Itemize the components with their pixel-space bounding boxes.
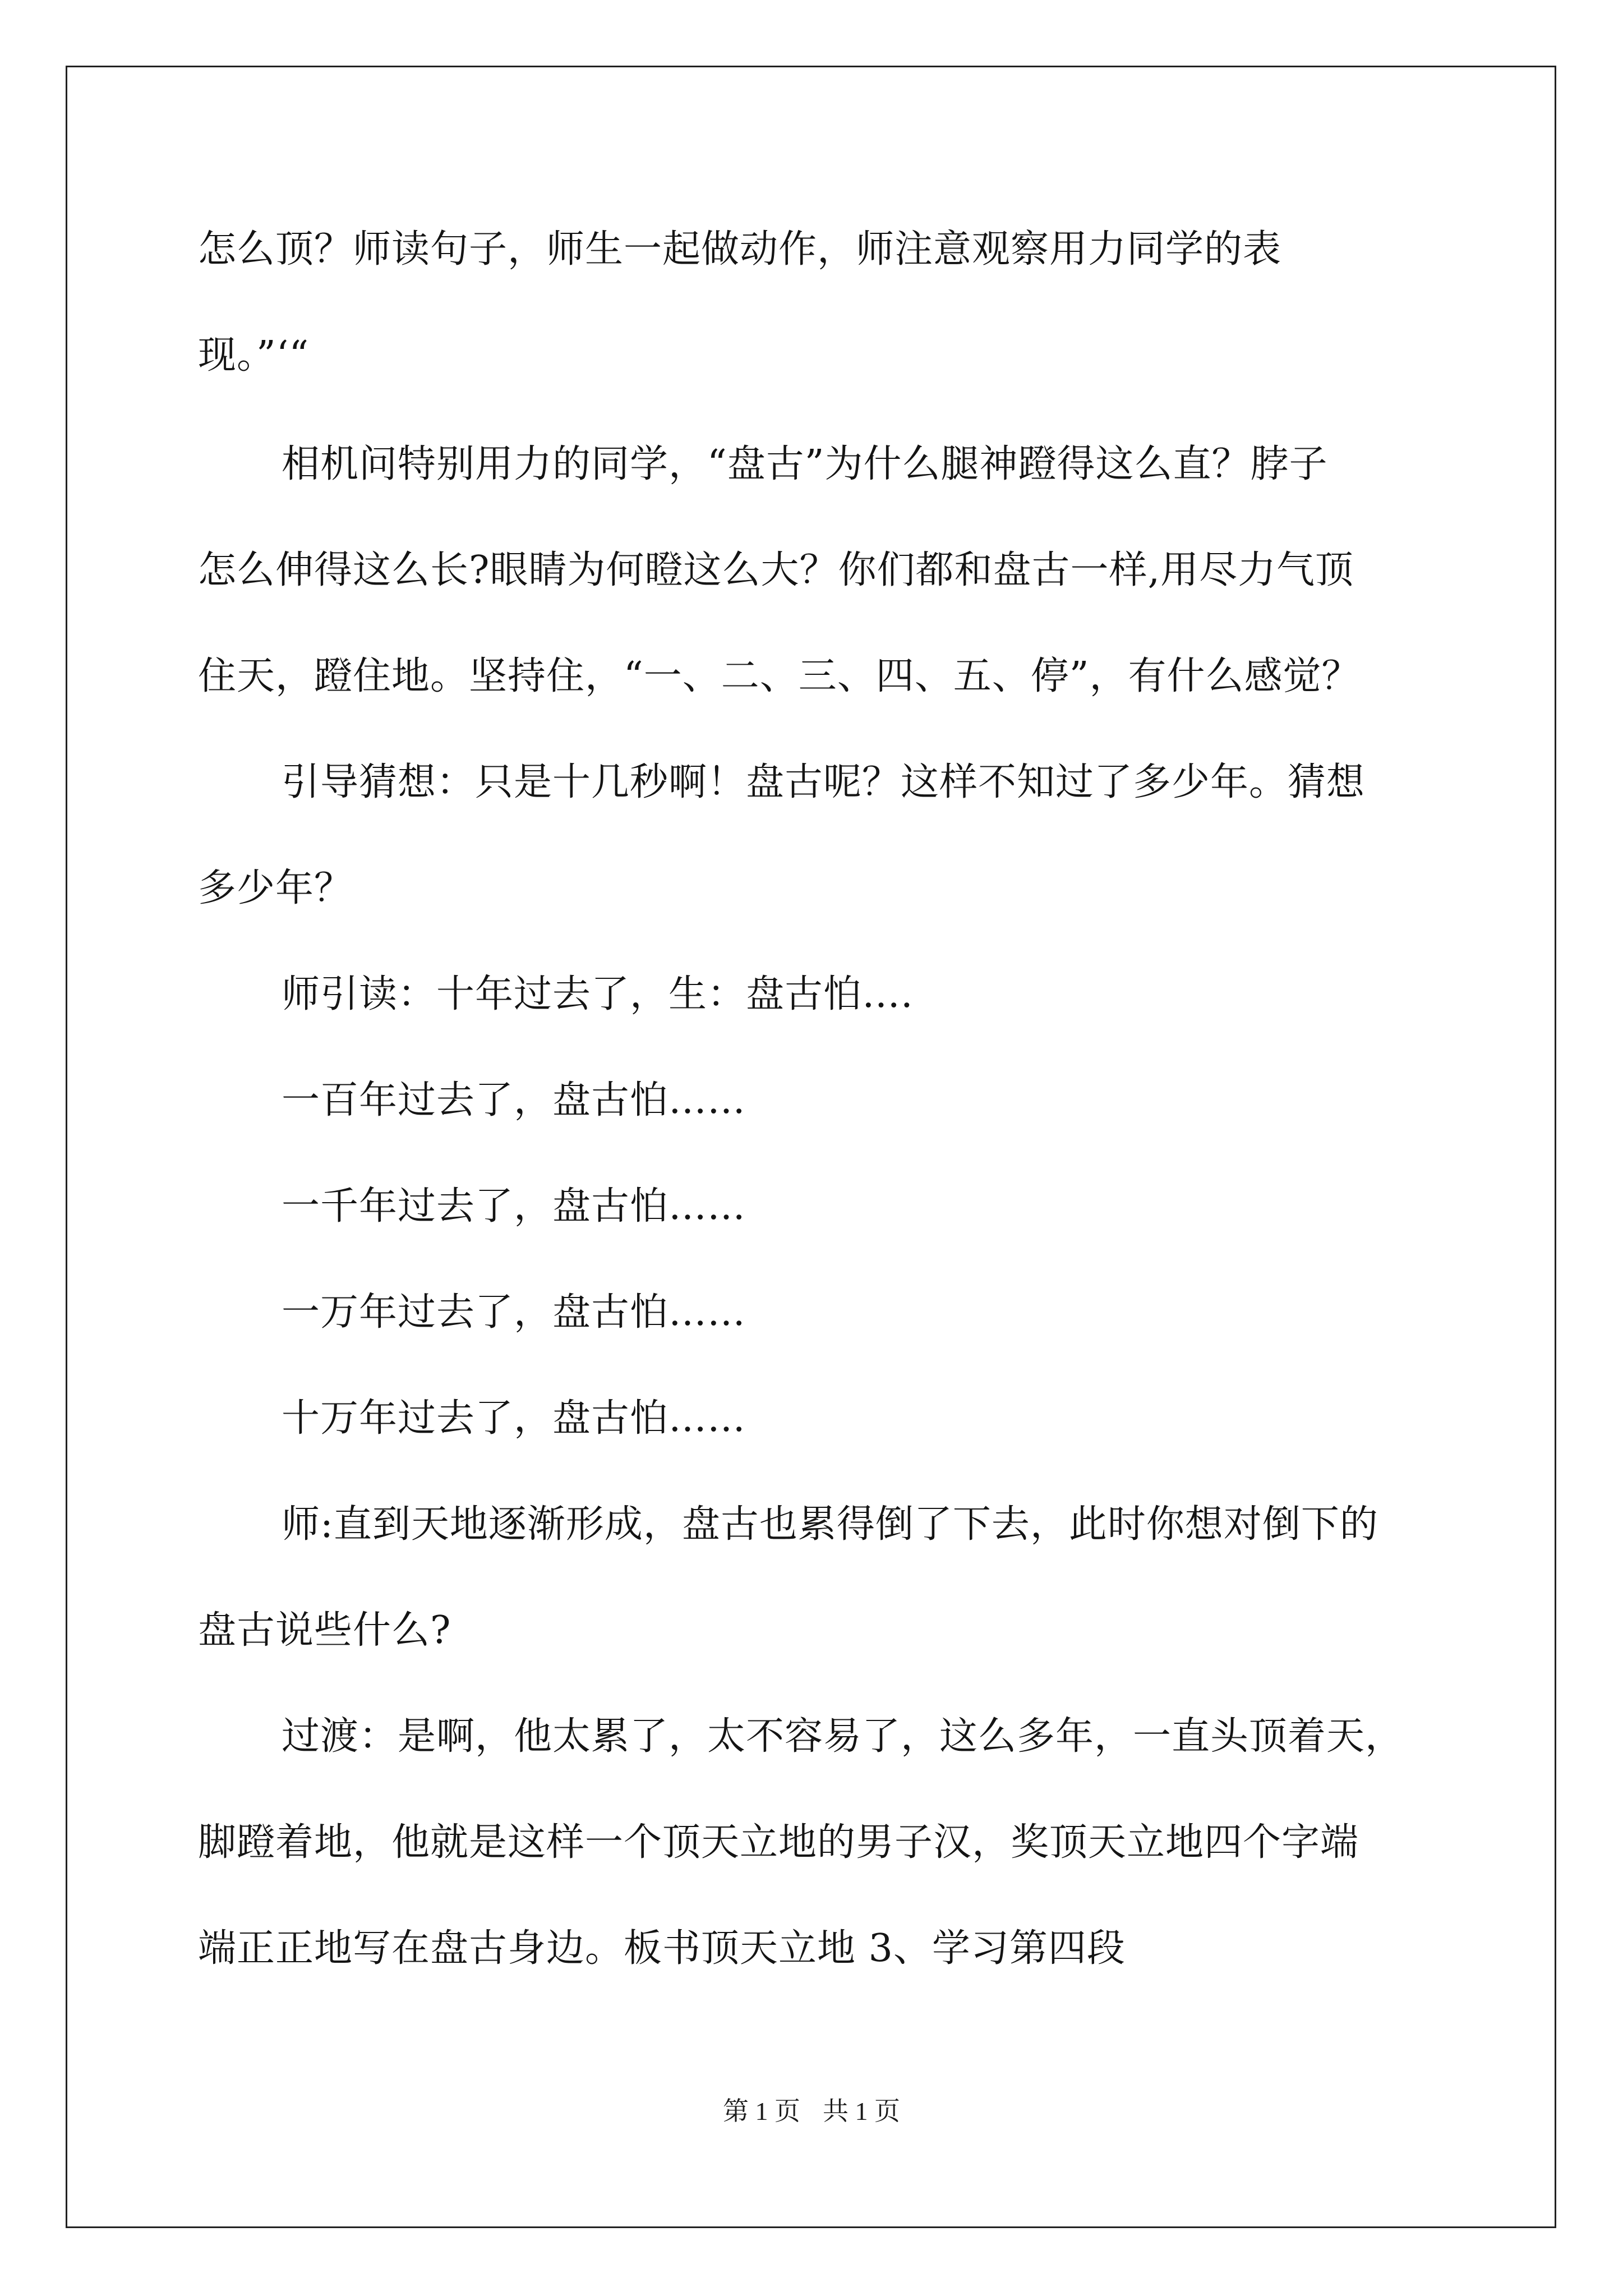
text-line: 怎么伸得这么长?眼睛为何瞪这么大？你们都和盘古一样,用尽力气顶 [198,548,1354,592]
text-line: 一百年过去了，盘古怕…… [282,1078,746,1122]
page-number: 第 1 页 [723,2097,800,2125]
text-line: 一千年过去了，盘古怕…… [282,1184,746,1228]
text-line: 脚蹬着地，他就是这样一个顶天立地的男子汉，奖顶天立地四个字端 [198,1820,1359,1865]
text-line: 现。”‘“ [198,333,310,378]
text-line: 十万年过去了，盘古怕…… [282,1396,746,1441]
text-line: 端正正地写在盘古身边。板书顶天立地 3、学习第四段 [198,1926,1126,1971]
text-line: 多少年？ [198,866,353,910]
text-line: 师引读：十年过去了，生：盘古怕…. [282,972,914,1016]
text-line: 住天，蹬住地。坚持住，“一、二、三、四、五、停”，有什么感觉？ [198,654,1361,698]
text-line: 怎么顶？师读句子，师生一起做动作，师注意观察用力同学的表 [198,227,1282,272]
text-line: 过渡：是啊，他太累了，太不容易了，这么多年，一直头顶着天， [282,1714,1404,1759]
page-footer [0,2096,1623,2127]
text-line: 引导猜想：只是十几秒啊！盘古呢？这样不知过了多少年。猜想 [282,760,1366,804]
page-border [66,66,1556,2228]
text-line: 相机问特别用力的同学，“盘古”为什么腿神蹬得这么直？脖子 [282,442,1328,486]
text-line: 一万年过去了，盘古怕…… [282,1290,746,1335]
text-line: 师:直到天地逐渐形成，盘古也累得倒了下去，此时你想对倒下的 [282,1502,1378,1547]
page-total: 共 1 页 [823,2097,900,2125]
text-line: 盘古说些什么? [198,1608,451,1653]
